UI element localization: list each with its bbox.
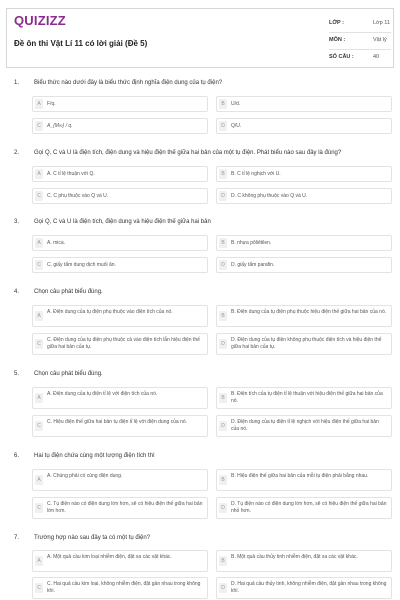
- option-text: D. Điện dung của tụ điện tỉ lệ nghịch với hiệu điện thế giữa hai bản của nó.: [231, 419, 379, 432]
- option-text: F/q.: [47, 101, 56, 107]
- question-text: Trường hợp nào sau đây ta có một tụ điện?: [34, 535, 151, 541]
- option-c[interactable]: [32, 118, 208, 134]
- option-c[interactable]: [32, 497, 208, 519]
- option-letter: C: [35, 121, 43, 131]
- option-text: C. giấy tẩm dung dịch muối ăn.: [47, 262, 116, 268]
- question-number: 1.: [14, 80, 20, 86]
- question-number: 5.: [14, 371, 20, 377]
- question-text: Gọi Q, C và U là điện tích, điện dung và hiệu điện thế giữa hai bản của một tụ điện. Phát biểu nào sau đây là đúng?: [34, 150, 342, 156]
- option-letter: C: [35, 260, 43, 270]
- option-text: B. C tỉ lệ nghịch với U.: [231, 171, 281, 177]
- question-text: Gọi Q, C và U là điện tích, điện dung và hiệu điện thế giữa hai bản: [34, 219, 211, 225]
- option-a[interactable]: [32, 550, 208, 572]
- option-text: B. Một quả cầu thủy tinh nhiễm điện, đặt xa các vật khác.: [231, 554, 358, 560]
- option-b[interactable]: [216, 96, 392, 112]
- option-b[interactable]: [216, 235, 392, 251]
- option-text: C. Hai quả cầu kim loại, không nhiễm điện, đặt gần nhau trong không khí.: [47, 581, 201, 594]
- option-letter: B: [219, 169, 227, 179]
- option-d[interactable]: [216, 257, 392, 273]
- option-a[interactable]: [32, 469, 208, 491]
- option-letter: C: [35, 583, 43, 593]
- option-letter: B: [219, 393, 227, 403]
- option-a[interactable]: [32, 166, 208, 182]
- option-b[interactable]: [216, 387, 392, 409]
- question-number: 2.: [14, 150, 20, 156]
- option-letter: B: [219, 311, 227, 321]
- question-number: 7.: [14, 535, 20, 541]
- option-text: B. Hiệu điện thế giữa hai bản của mỗi tụ điện phải bằng nhau.: [231, 473, 369, 479]
- option-letter: D: [219, 339, 227, 349]
- option-a[interactable]: [32, 96, 208, 112]
- question-text: Hai tụ điện chứa cùng một lượng điện tích thì: [34, 453, 155, 459]
- option-text: C. C phụ thuộc vào Q và U.: [47, 193, 109, 199]
- option-letter: B: [219, 475, 227, 485]
- option-text: A_{M∞} / q.: [47, 123, 73, 129]
- meta-key: MÔN :: [329, 37, 346, 43]
- option-letter: C: [35, 421, 43, 431]
- question-text: Chọn câu phát biểu đúng.: [34, 289, 103, 295]
- option-b[interactable]: [216, 550, 392, 572]
- option-text: D. Hai quả cầu thủy tinh, không nhiễm điện, đặt gần nhau trong không khí.: [231, 581, 387, 594]
- option-text: A. Một quả cầu kim loại nhiễm điện, đặt xa các vật khác.: [47, 554, 172, 560]
- option-d[interactable]: [216, 577, 392, 599]
- option-text: Q/U.: [231, 123, 242, 129]
- option-d[interactable]: [216, 497, 392, 519]
- question-number: 6.: [14, 453, 20, 459]
- option-a[interactable]: [32, 387, 208, 409]
- option-a[interactable]: [32, 235, 208, 251]
- option-letter: B: [219, 99, 227, 109]
- option-d[interactable]: [216, 188, 392, 204]
- option-letter: D: [219, 121, 227, 131]
- option-text: D. C không phụ thuộc vào Q và U.: [231, 193, 308, 199]
- option-letter: A: [35, 393, 43, 403]
- meta-key: LỚP :: [329, 20, 344, 26]
- option-letter: A: [35, 169, 43, 179]
- option-letter: D: [219, 421, 227, 431]
- option-c[interactable]: [32, 333, 208, 355]
- option-letter: C: [35, 339, 43, 349]
- option-letter: C: [35, 503, 43, 513]
- option-text: C. Điện dung của tụ điện phụ thuộc cả vào điện tích lẫn hiệu điện thế giữa hai bản của tụ.: [47, 337, 200, 350]
- option-letter: D: [219, 260, 227, 270]
- meta-row-class: [329, 16, 391, 33]
- option-text: B. Điện dung của tụ điện phụ thuộc hiệu điện thế giữa hai bản của nó.: [231, 309, 387, 315]
- meta-row-subject: [329, 33, 391, 50]
- option-b[interactable]: [216, 305, 392, 327]
- option-text: A. Điện dung của tụ điện tỉ lệ với điện tích của nó.: [47, 391, 158, 397]
- meta-value: Lớp 11: [373, 20, 390, 26]
- option-d[interactable]: [216, 415, 392, 437]
- option-letter: A: [35, 311, 43, 321]
- question-text: Biểu thức nào dưới đây là biểu thức định nghĩa điện dung của tụ điện?: [34, 80, 223, 86]
- option-letter: B: [219, 556, 227, 566]
- option-letter: A: [35, 556, 43, 566]
- option-letter: B: [219, 238, 227, 248]
- option-c[interactable]: [32, 257, 208, 273]
- meta-value: Vật lý: [373, 37, 387, 43]
- option-b[interactable]: [216, 469, 392, 491]
- option-text: B. nhựa pôliêtilen.: [231, 240, 272, 246]
- worksheet-header: [6, 8, 394, 68]
- question-number: 4.: [14, 289, 20, 295]
- meta-value: 40: [373, 54, 380, 60]
- option-letter: A: [35, 238, 43, 248]
- option-text: A. mica.: [47, 240, 66, 246]
- option-letter: A: [35, 99, 43, 109]
- option-c[interactable]: [32, 577, 208, 599]
- option-letter: C: [35, 191, 43, 201]
- meta-key: SỐ CÂU :: [329, 54, 354, 60]
- option-c[interactable]: [32, 188, 208, 204]
- meta-row-count: [329, 50, 391, 66]
- option-text: A. C tỉ lệ thuận với Q.: [47, 171, 95, 177]
- worksheet-meta: [329, 16, 391, 66]
- quizizz-logo: QUIZIZZ: [14, 13, 66, 28]
- option-letter: D: [219, 503, 227, 513]
- option-letter: D: [219, 583, 227, 593]
- worksheet-title: Đề ôn thi Vật Lí 11 có lời giải (Đề 5): [14, 39, 148, 48]
- option-text: B. Điện tích của tụ điện tỉ lệ thuận với hiệu điện thế giữa hai bản của nó.: [231, 391, 383, 404]
- option-text: A. Chúng phải có cùng điện dung.: [47, 473, 123, 479]
- question-text: Chọn câu phát biểu đúng.: [34, 371, 103, 377]
- option-b[interactable]: [216, 166, 392, 182]
- option-d[interactable]: [216, 333, 392, 355]
- option-d[interactable]: [216, 118, 392, 134]
- option-letter: D: [219, 191, 227, 201]
- option-text: C. Hiệu điện thế giữa hai bản tụ điện tỉ lệ với điện dung của nó.: [47, 419, 188, 425]
- option-text: C. Tụ điện nào có điện dung lớn hơn, sẽ có hiệu điện thế giữa hai bản lớn hơn.: [47, 501, 203, 514]
- option-a[interactable]: [32, 305, 208, 327]
- option-text: D. Điện dung của tụ điện không phụ thuộc điện tích và hiệu điện thế giữa hai bản của tụ.: [231, 337, 382, 350]
- option-text: D. giấy tẩm parafin.: [231, 262, 275, 268]
- option-text: A. Điện dung của tụ điện phụ thuộc vào điện tích của nó.: [47, 309, 173, 315]
- option-text: U/d.: [231, 101, 241, 107]
- option-letter: A: [35, 475, 43, 485]
- option-c[interactable]: [32, 415, 208, 437]
- option-text: D. Tụ điện nào có điện dung lớn hơn, sẽ có hiệu điện thế giữa hai bản nhỏ hơn.: [231, 501, 387, 514]
- question-number: 3.: [14, 219, 20, 225]
